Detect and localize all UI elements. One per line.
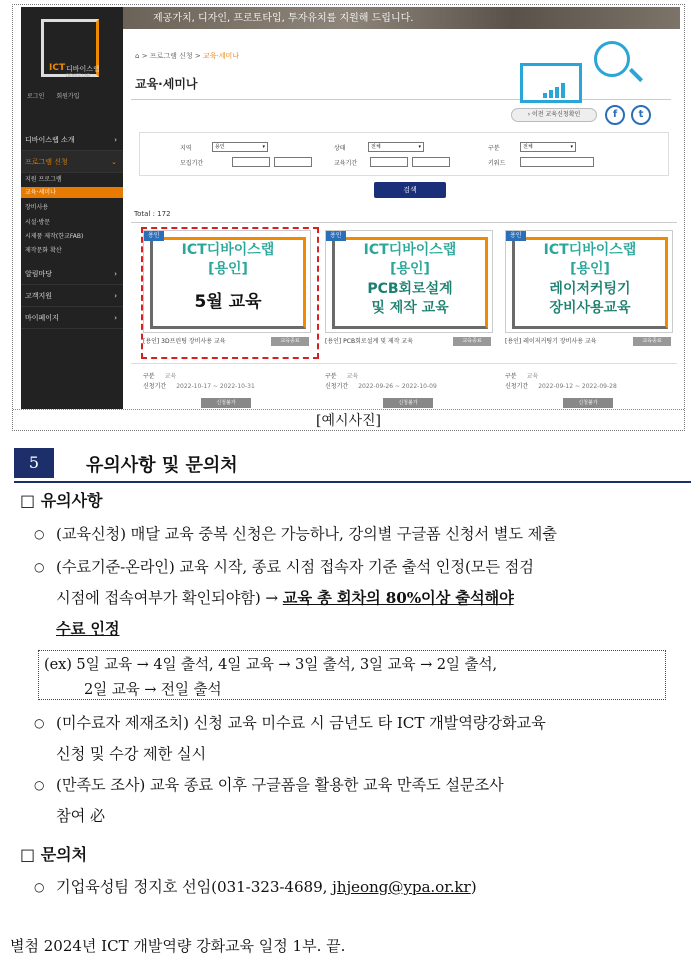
divider — [131, 99, 671, 100]
card-name[interactable]: [용인] PCB회로설계 및 제작 교육 — [325, 338, 413, 345]
card-brand-region: [용인] — [208, 261, 248, 277]
section-number: 5 — [14, 448, 54, 478]
magnifier-handle-icon — [629, 68, 643, 82]
card-region-tag: 용인 — [326, 231, 346, 241]
meta-label: 구분 — [325, 373, 337, 380]
example-line1: (ex) 5일 교육 → 4일 출석, 4일 교육 → 3일 출석, 3일 교육 → 2일 출석, — [44, 656, 498, 673]
card-title-line1: PCB회로설계 — [367, 281, 453, 297]
meta-label: 구분 — [505, 373, 517, 380]
contact-email-link[interactable]: jhjeong@ypa.or.kr — [332, 878, 471, 896]
note-sanction-line2: 신청 및 수강 제한 실시 — [56, 745, 207, 763]
card-brand: ICT디바이스랩 — [181, 242, 275, 258]
divider — [131, 222, 677, 223]
previous-application-button[interactable]: › 이전 교육신청확인 — [511, 108, 597, 122]
chevron-down-icon: ▾ — [262, 144, 265, 150]
total-count: Total : 172 — [134, 210, 171, 218]
page-title: 교육·세미나 — [135, 77, 198, 91]
status-label: 상태 — [334, 145, 346, 152]
category-value: 전체 — [523, 144, 533, 150]
status-select[interactable] — [368, 142, 424, 152]
sidebar-sub-support[interactable]: 지원 프로그램 — [25, 176, 62, 183]
auth-links — [27, 91, 90, 100]
sidebar-item-label: 마이페이지 — [25, 314, 59, 322]
logo-name: 디바이스랩 — [66, 65, 100, 73]
note-survey-line2: 참여 必 — [56, 807, 105, 825]
section-underline — [14, 481, 691, 483]
meta-value: 교육 — [346, 373, 359, 380]
edu-end-input[interactable] — [412, 157, 450, 167]
card-category — [143, 371, 176, 380]
notes-heading: □ 유의사항 — [20, 491, 103, 510]
breadcrumb — [135, 51, 239, 61]
bar-chart-icon — [543, 82, 569, 98]
meta-value: 교육 — [526, 373, 539, 380]
card-thumbnail — [505, 230, 673, 333]
sidebar-item-label: 프로그램 신청 — [25, 158, 68, 166]
category-select[interactable] — [520, 142, 576, 152]
sidebar-item-notice[interactable] — [21, 263, 123, 285]
sidebar-sub-culture[interactable]: 제작문화 확산 — [25, 247, 62, 254]
recruit-end-input[interactable] — [274, 157, 312, 167]
bullet-icon: ○ — [34, 880, 45, 894]
signup-link[interactable]: 회원가입 — [56, 93, 80, 100]
login-link[interactable]: 로그인 — [27, 93, 45, 100]
breadcrumb-level1[interactable]: 프로그램 신청 — [149, 52, 193, 60]
region-label: 지역 — [180, 145, 192, 152]
facebook-icon[interactable]: f — [605, 105, 625, 125]
card-thumbnail — [325, 230, 493, 333]
search-form — [139, 132, 669, 176]
contact-text: 기업육성팀 정지호 선임(031-323-4689, — [56, 878, 328, 896]
sidebar-item-label: 알림마당 — [25, 270, 53, 278]
example-line2: 2일 교육 → 전일 출석 — [84, 681, 222, 698]
meta-label: 신청기간 — [505, 383, 529, 390]
example-screenshot-frame — [12, 4, 685, 431]
bullet-icon: ○ — [34, 527, 45, 541]
bullet-icon: ○ — [34, 716, 45, 730]
card-region-tag: 용인 — [144, 231, 164, 241]
sidebar-item-mypage[interactable] — [21, 307, 123, 329]
sidebar — [21, 7, 123, 409]
chevron-down-icon: ▾ — [418, 144, 421, 150]
divider — [131, 363, 677, 364]
chevron-right-icon: › — [114, 314, 117, 322]
card-period — [143, 381, 255, 390]
status-value: 전체 — [371, 144, 381, 150]
card-brand: ICT디바이스랩 — [363, 242, 457, 258]
sidebar-item-about[interactable] — [21, 129, 123, 151]
keyword-input[interactable] — [520, 157, 594, 167]
meta-value: 교육 — [164, 373, 177, 380]
contact-line — [56, 876, 477, 897]
chevron-right-icon: › — [114, 270, 117, 278]
screenshot-caption: [예시사진] — [315, 413, 382, 429]
example-screenshot — [17, 7, 680, 409]
sidebar-item-label: 디바이스랩 소개 — [25, 136, 75, 144]
card-region-tag: 용인 — [506, 231, 526, 241]
contact-heading: □ 문의처 — [20, 845, 88, 864]
card-category — [505, 371, 538, 380]
contact-suffix: ) — [470, 878, 477, 896]
logo-ict: ICT — [49, 63, 66, 73]
logo-sub: DEVICE LAB — [66, 73, 90, 78]
card-name[interactable]: [용인] 레이저커팅기 장비사용 교육 — [505, 338, 597, 345]
breadcrumb-sep: > — [141, 52, 148, 60]
meta-label: 신청기간 — [143, 383, 167, 390]
sidebar-sub-equipment[interactable]: 장비사용 — [25, 204, 49, 211]
card-brand-region: [용인] — [390, 261, 430, 277]
meta-label: 신청기간 — [325, 383, 349, 390]
status-badge: 교육종료 — [271, 337, 309, 346]
card-period — [325, 381, 437, 390]
meta-value: 2022-09-12 ~ 2022-09-28 — [538, 383, 617, 390]
chevron-down-icon: ⌄ — [111, 158, 117, 166]
sidebar-sub-visit[interactable]: 시설·방문 — [25, 219, 51, 226]
highlight-box — [141, 227, 319, 359]
card-title-line1: 레이저커팅기 — [549, 281, 631, 297]
sidebar-sub-education[interactable]: 교육·세미나 — [21, 187, 123, 198]
status-badge: 교육종료 — [633, 337, 671, 346]
sidebar-item-support[interactable] — [21, 285, 123, 307]
twitter-icon[interactable]: t — [631, 105, 651, 125]
recruit-start-input[interactable] — [232, 157, 270, 167]
note-completion-emphasis: 교육 총 회차의 80%이상 출석해야 — [282, 589, 514, 607]
region-value: 용인 — [215, 144, 225, 150]
note-completion-line2 — [56, 587, 514, 608]
home-icon[interactable]: ⌂ — [135, 52, 140, 60]
card-period — [505, 381, 617, 390]
edu-period-label: 교육기간 — [334, 160, 358, 167]
breadcrumb-current: 교육·세미나 — [202, 52, 239, 60]
chevron-right-icon: › — [114, 136, 117, 144]
breadcrumb-sep: > — [194, 52, 201, 60]
monitor-chart-icon — [520, 63, 582, 103]
sidebar-item-label: 고객지원 — [25, 292, 53, 300]
sidebar-sub-fab[interactable]: 시제품 제작(한교FAB) — [25, 233, 84, 240]
card-title-line2: 및 제작 교육 — [371, 300, 449, 316]
note-completion-line1: (수료기준-온라인) 교육 시작, 종료 시점 접속자 기준 출석 인정(모든 점검 — [56, 558, 534, 576]
chevron-right-icon: › — [114, 292, 117, 300]
apply-button[interactable]: 신청불가 — [383, 398, 433, 408]
recruit-period-label: 모집기간 — [180, 160, 204, 167]
keyword-label: 키워드 — [488, 160, 506, 167]
status-badge: 교육종료 — [453, 337, 491, 346]
card-category — [325, 371, 358, 380]
note-application: (교육신청) 매달 교육 중복 신청은 가능하나, 강의별 구글폼 신청서 별도 제출 — [56, 525, 557, 543]
meta-value: 2022-10-17 ~ 2022-10-31 — [176, 383, 255, 390]
category-label: 구분 — [488, 145, 500, 152]
edu-start-input[interactable] — [370, 157, 408, 167]
region-select[interactable] — [212, 142, 268, 152]
magnifier-icon — [594, 41, 630, 77]
meta-label: 구분 — [143, 373, 155, 380]
card-name[interactable]: [용인] 3D프린팅 장비사용 교육 — [143, 338, 226, 345]
attachment-footer: 별첨 2024년 ICT 개발역량 강화교육 일정 1부. 끝. — [10, 937, 346, 955]
note-sanction-line1: (미수료자 제재조치) 신청 교육 미수료 시 금년도 타 ICT 개발역량강화교육 — [56, 714, 546, 732]
bullet-icon: ○ — [34, 560, 45, 574]
banner-photo — [123, 7, 680, 29]
chevron-down-icon: ▾ — [570, 144, 573, 150]
section-title: 유의사항 및 문의처 — [86, 455, 238, 476]
card-brand-region: [용인] — [570, 261, 610, 277]
apply-button[interactable]: 신청불가 — [563, 398, 613, 408]
search-button[interactable]: 검색 — [374, 182, 446, 198]
card-title-line2: 장비사용교육 — [549, 300, 631, 316]
note-survey-line1: (만족도 조사) 교육 종료 이후 구글폼을 활용한 교육 만족도 설문조사 — [56, 776, 504, 794]
meta-value: 2022-09-26 ~ 2022-10-09 — [358, 383, 437, 390]
card-title-big: 5월 교육 — [194, 292, 262, 312]
bullet-icon: ○ — [34, 778, 45, 792]
banner-text: 제공가치, 디자인, 프로토타입, 투자유치를 지원해 드립니다. — [153, 13, 414, 24]
apply-button[interactable]: 신청불가 — [201, 398, 251, 408]
sidebar-item-program[interactable] — [21, 151, 123, 173]
note-completion-line3: 수료 인정 — [56, 620, 120, 638]
note-completion-text: 시점에 접속여부가 확인되야함) → — [56, 589, 279, 607]
card-brand: ICT디바이스랩 — [543, 242, 637, 258]
